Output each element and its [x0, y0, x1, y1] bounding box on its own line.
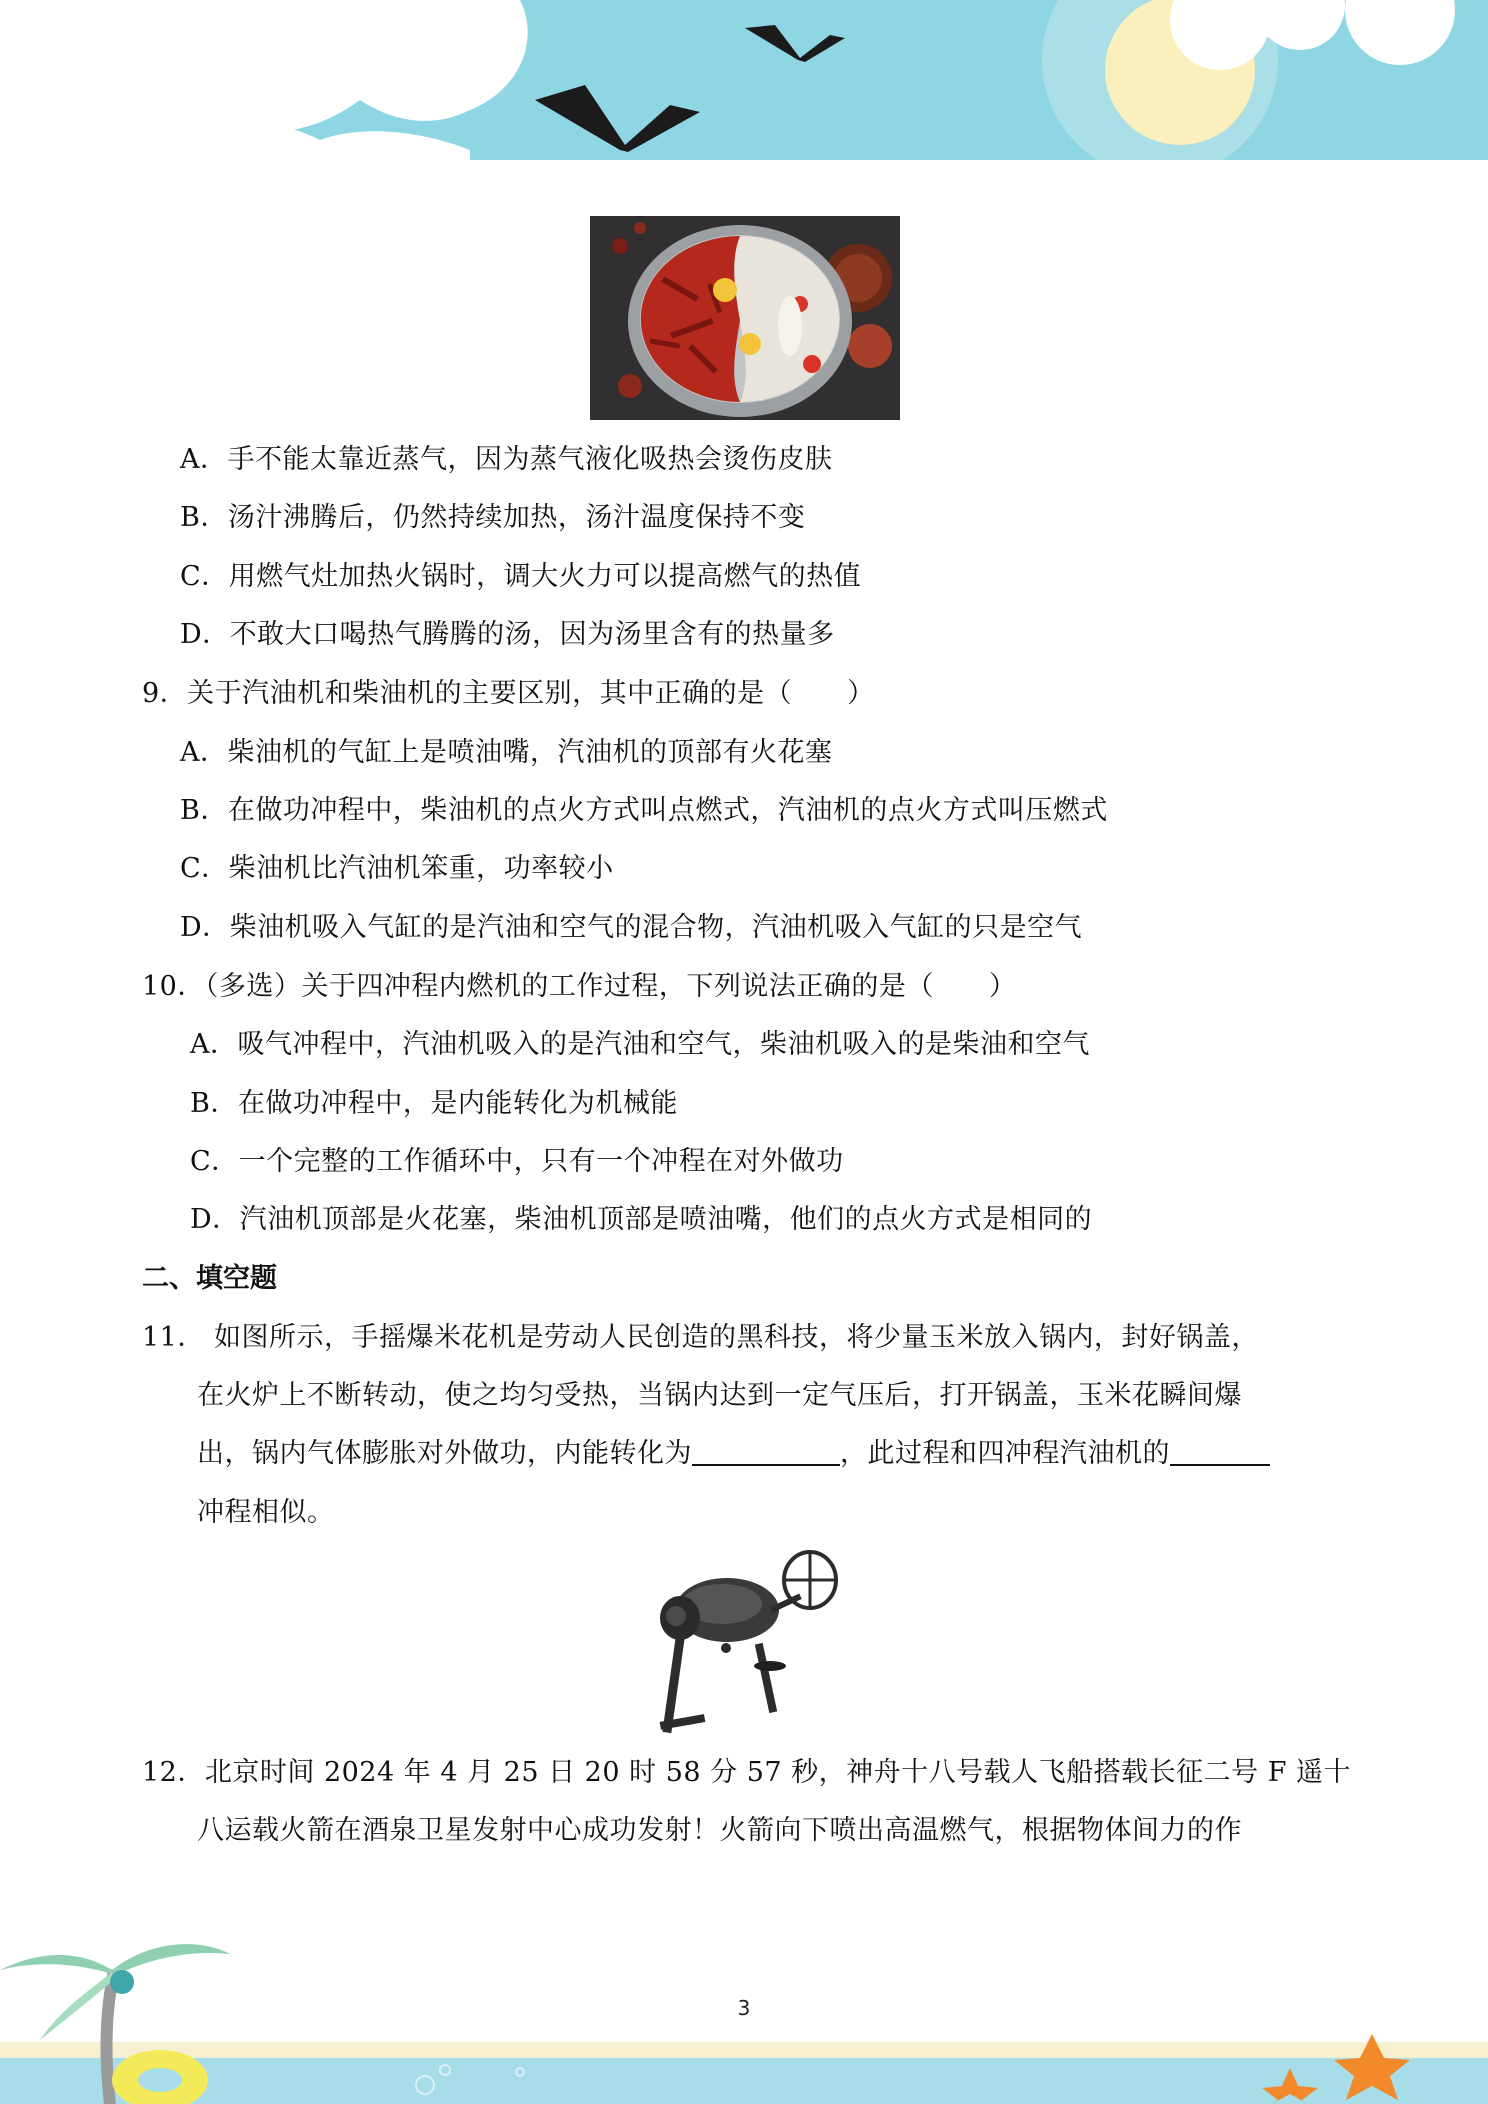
page-number: 3 [737, 1996, 751, 2020]
q9-option-a: A．柴油机的气缸上是喷油嘴，汽油机的顶部有火花塞 [180, 737, 833, 768]
q9-option-c: C．柴油机比汽油机笨重，功率较小 [180, 853, 614, 884]
q11-line-1: 11． 如图所示，手摇爆米花机是劳动人民创造的黑科技，将少量玉米放入锅内，封好锅盖， [142, 1322, 1259, 1353]
footer-banner [0, 1930, 1488, 2104]
hotpot-photo [590, 216, 900, 420]
q10-option-b: B．在做功冲程中，是内能转化为机械能 [190, 1088, 678, 1119]
q10-option-c: C．一个完整的工作循环中，只有一个冲程在对外做功 [190, 1146, 844, 1177]
q9-stem: 9．关于汽油机和柴油机的主要区别，其中正确的是（ ） [142, 678, 875, 709]
q10-option-d: D．汽油机顶部是火花塞，柴油机顶部是喷油嘴，他们的点火方式是相同的 [190, 1204, 1093, 1235]
q11-line-3-text-a: 出，锅内气体膨胀对外做功，内能转化为 [197, 1438, 692, 1469]
q10-option-a: A．吸气冲程中，汽油机吸入的是汽油和空气，柴油机吸入的是柴油和空气 [190, 1029, 1090, 1060]
q12-line-1: 12．北京时间 2024 年 4 月 25 日 20 时 58 分 57 秒，神舟十八号载人飞船搭载长征二号 F 遥十 [142, 1757, 1352, 1788]
q8-option-c: C．用燃气灶加热火锅时，调大火力可以提高燃气的热值 [180, 561, 862, 592]
q9-option-d: D．柴油机吸入气缸的是汽油和空气的混合物，汽油机吸入气缸的只是空气 [180, 912, 1083, 943]
q10-stem: 10．（多选）关于四冲程内燃机的工作过程，下列说法正确的是（ ） [142, 971, 1017, 1002]
popcorn-machine-image [652, 1548, 840, 1738]
q12-line-2: 八运载火箭在酒泉卫星发射中心成功发射！火箭向下喷出高温燃气，根据物体间力的作 [197, 1815, 1242, 1846]
q11-line-4: 冲程相似。 [197, 1497, 335, 1528]
header-banner [0, 0, 1488, 165]
q8-option-b: B．汤汁沸腾后，仍然持续加热，汤汁温度保持不变 [180, 502, 806, 533]
section-heading: 二、填空题 [142, 1263, 277, 1294]
q11-line-3 [197, 1434, 1270, 1474]
q9-option-b: B．在做功冲程中，柴油机的点火方式叫点燃式，汽油机的点火方式叫压燃式 [180, 795, 1108, 826]
q8-option-a: A．手不能太靠近蒸气，因为蒸气液化吸热会烫伤皮肤 [180, 444, 833, 475]
q11-line-3-text-b: ，此过程和四冲程汽油机的 [840, 1438, 1170, 1469]
q11-line-2: 在火炉上不断转动，使之均匀受热，当锅内达到一定气压后，打开锅盖，玉米花瞬间爆 [197, 1380, 1242, 1411]
answer-blank-1[interactable] [692, 1434, 840, 1466]
answer-blank-2[interactable] [1170, 1434, 1270, 1466]
q8-option-d: D．不敢大口喝热气腾腾的汤，因为汤里含有的热量多 [180, 619, 835, 650]
